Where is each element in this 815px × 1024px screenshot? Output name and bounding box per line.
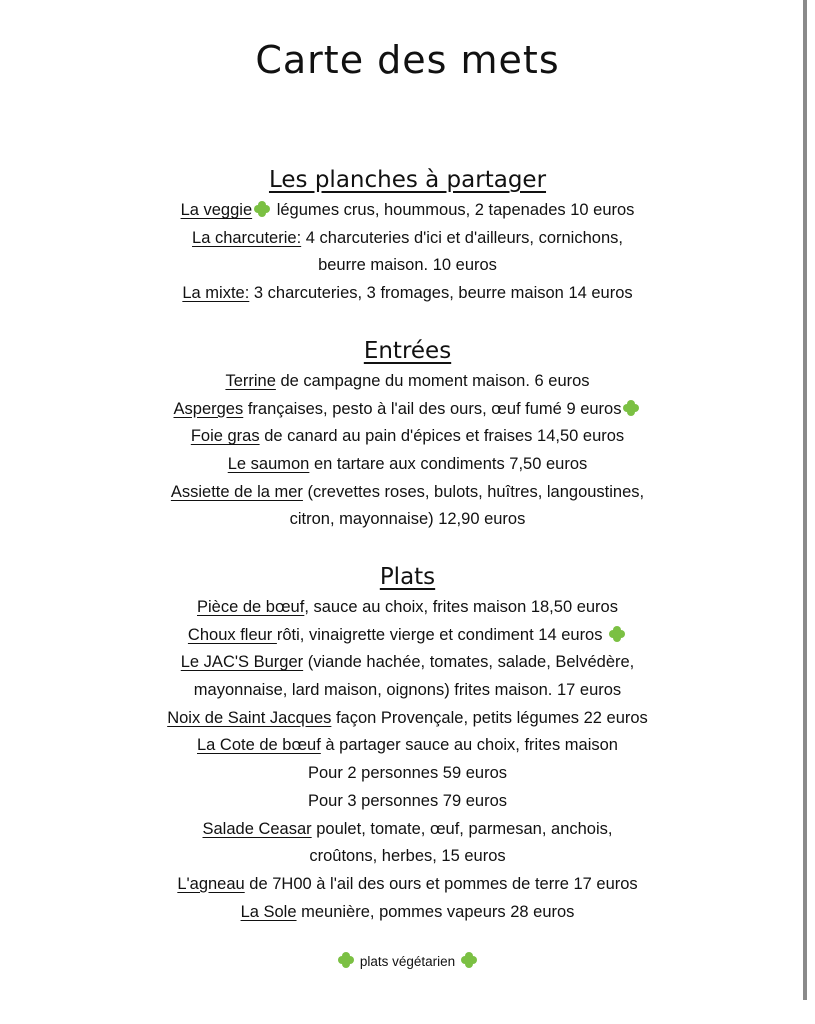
- clover-icon: [338, 952, 354, 968]
- dish-name: Noix de Saint Jacques: [167, 708, 332, 727]
- dish-description: 3 charcuteries, 3 fromages, beurre maison 14 euros: [249, 284, 633, 303]
- dish-description: croûtons, herbes, 15 euros: [309, 847, 506, 866]
- section-heading: Plats: [379, 564, 436, 590]
- dish-name: L'agneau: [177, 874, 245, 893]
- menu-line: [0, 705, 815, 733]
- legend-footer: [0, 952, 815, 969]
- dish-description: citron, mayonnaise) 12,90 euros: [289, 510, 526, 529]
- clover-icon: [609, 626, 625, 642]
- menu-line: [0, 451, 815, 479]
- dish-description: Pour 2 personnes 59 euros: [307, 764, 508, 783]
- clover-icon: [623, 400, 639, 416]
- menu-line: [0, 788, 815, 816]
- menu-line: [0, 197, 815, 225]
- dish-description: mayonnaise, lard maison, oignons) frites maison. 17 euros: [193, 681, 622, 700]
- menu-line: [0, 899, 815, 927]
- dish-description: meunière, pommes vapeurs 28 euros: [296, 902, 575, 921]
- dish-description: (viande hachée, tomates, salade, Belvédère,: [303, 653, 635, 672]
- menu-line: [0, 677, 815, 705]
- dish-description: façon Provençale, petits légumes 22 euros: [331, 708, 648, 727]
- section-plats: [0, 562, 815, 926]
- dish-name: Le saumon: [227, 455, 310, 474]
- menu-line: [0, 622, 815, 650]
- dish-description: de 7H00 à l'ail des ours et pommes de terre 17 euros: [244, 874, 638, 893]
- dish-name: Choux fleur: [187, 625, 277, 644]
- dish-description: (crevettes roses, bulots, huîtres, langoustines,: [302, 482, 645, 501]
- dish-name: La Sole: [240, 902, 297, 921]
- dish-name: La mixte:: [182, 284, 250, 303]
- dish-name: Salade Ceasar: [202, 819, 312, 838]
- clover-icon: [254, 201, 270, 217]
- dish-description: à partager sauce au choix, frites maison: [320, 736, 618, 755]
- menu-line: [0, 368, 815, 396]
- menu-line: [0, 594, 815, 622]
- dish-name: Foie gras: [190, 427, 260, 446]
- menu-line: [0, 423, 815, 451]
- dish-name: Le JAC'S Burger: [180, 653, 304, 672]
- menu-line: [0, 649, 815, 677]
- dish-name: Pièce de bœuf: [197, 598, 305, 616]
- dish-description: légumes crus, hoummous, 2 tapenades 10 euros: [272, 201, 635, 219]
- menu-line: [0, 396, 815, 424]
- menu-line: [0, 280, 815, 308]
- dish-name: La charcuterie:: [192, 228, 302, 247]
- menu-line: [0, 871, 815, 899]
- dish-description: de campagne du moment maison. 6 euros: [275, 372, 590, 390]
- dish-description: poulet, tomate, œuf, parmesan, anchois,: [311, 819, 613, 838]
- dish-description: en tartare aux condiments 7,50 euros: [309, 455, 588, 474]
- dish-description: françaises, pesto à l'ail des ours, œuf fumé 9 euros: [243, 399, 622, 418]
- dish-name: La Cote de bœuf: [197, 736, 321, 755]
- dish-description: beurre maison. 10 euros: [318, 256, 497, 275]
- dish-description: de canard au pain d'épices et fraises 14,50 euros: [259, 427, 625, 446]
- section-heading: Les planches à partager: [268, 167, 547, 193]
- menu-line: [0, 252, 815, 280]
- dish-description: , sauce au choix, frites maison 18,50 euros: [304, 598, 618, 616]
- menu-line: [0, 732, 815, 760]
- dish-name: La veggie: [181, 201, 273, 219]
- dish-description: 4 charcuteries d'ici et d'ailleurs, cornichons,: [301, 228, 623, 247]
- scrollbar[interactable]: [803, 0, 807, 1000]
- dish-name: Asperges: [173, 399, 244, 418]
- legend-text: plats végétarien: [359, 954, 456, 969]
- dish-description: Pour 3 personnes 79 euros: [307, 791, 508, 810]
- menu-line: [0, 843, 815, 871]
- section-heading: Entrées: [363, 338, 452, 364]
- menu-line: [0, 816, 815, 844]
- clover-icon: [461, 952, 477, 968]
- menu-line: [0, 760, 815, 788]
- dish-description: rôti, vinaigrette vierge et condiment 14 euros: [276, 625, 608, 644]
- menu-line: [0, 479, 815, 507]
- menu-line: [0, 506, 815, 534]
- section-entrees: [0, 336, 815, 534]
- dish-name: Assiette de la mer: [170, 482, 303, 501]
- dish-name: Terrine: [225, 372, 276, 390]
- section-planches: [0, 165, 815, 308]
- menu-line: [0, 225, 815, 253]
- page-title: Carte des mets: [255, 38, 560, 82]
